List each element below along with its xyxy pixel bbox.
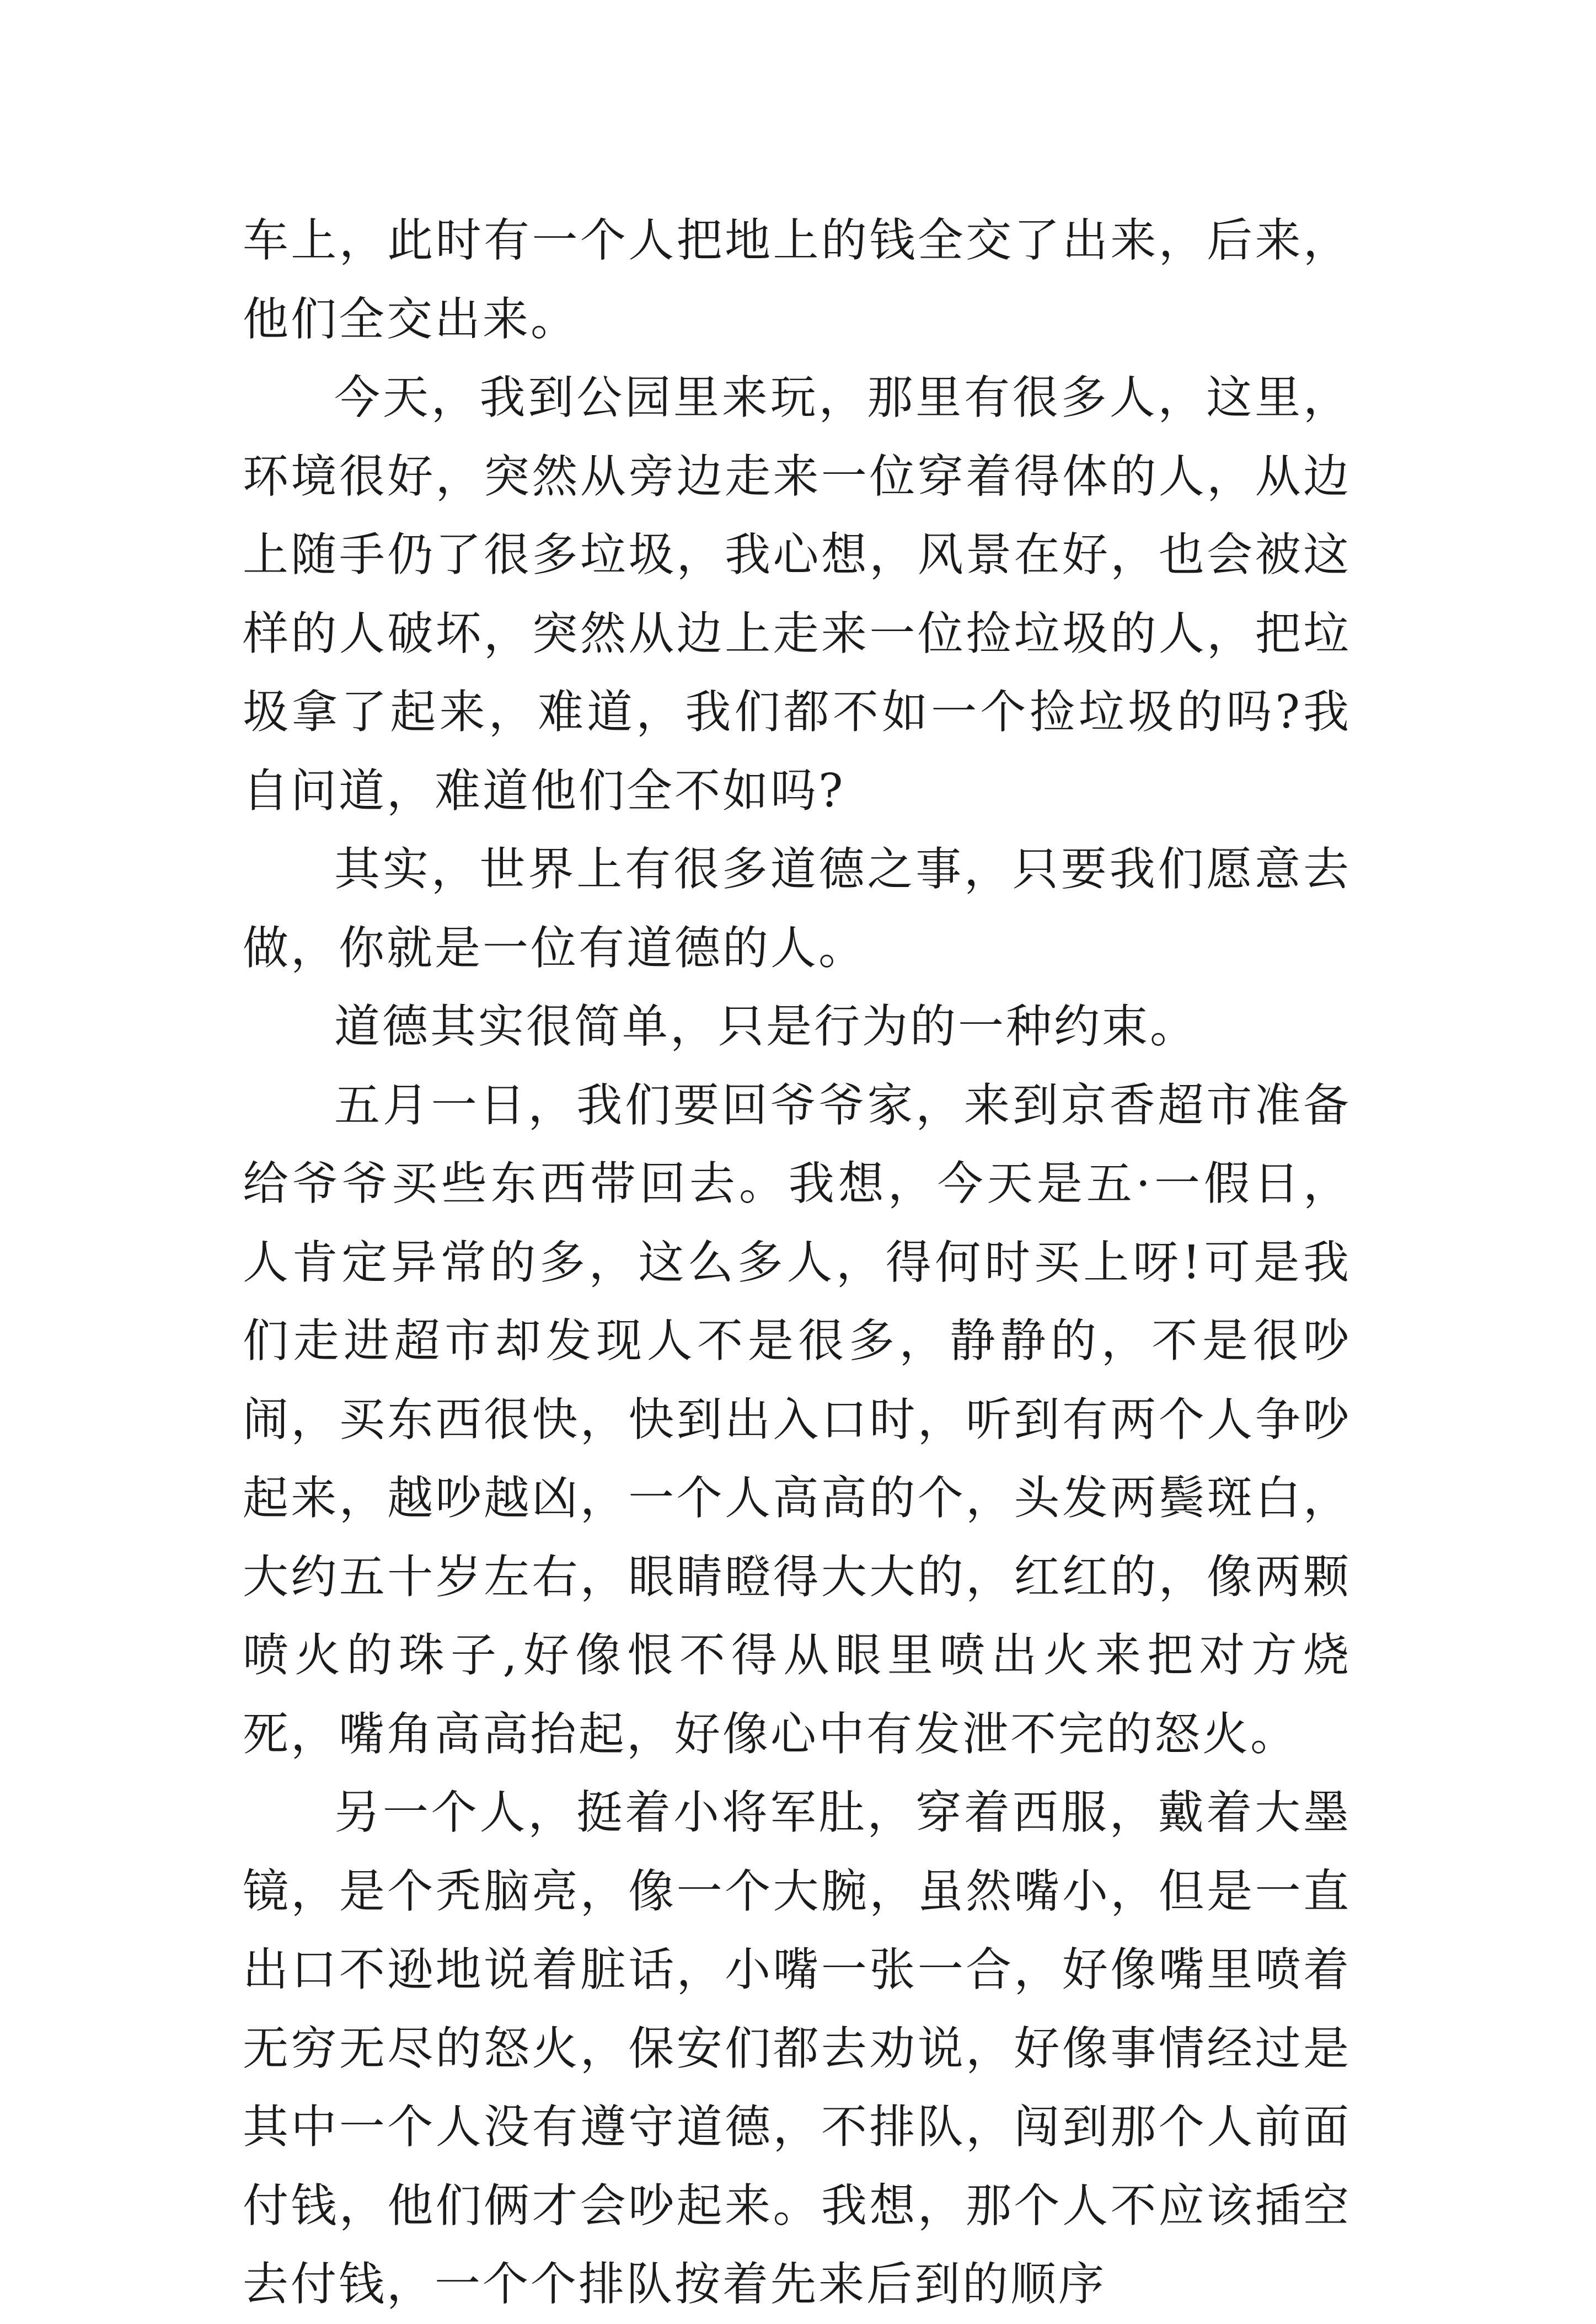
paragraph-3: 其实，世界上有很多道德之事，只要我们愿意去做，你就是一位有道德的人。 — [243, 842, 1351, 975]
paragraph-4: 道德其实很简单，只是行为的一种约束。 — [334, 1000, 1198, 1053]
paragraph-1: 车上，此时有一个人把地上的钱全交了出来，后来，他们全交出来。 — [243, 213, 1351, 346]
paragraph-5: 五月一日，我们要回爷爷家，来到京香超市准备给爷爷买些东西带回去。我想，今天是五·一假日，人肯定异常的多，这么多人，得何时买上呀!可是我们走进超市却发现人不是很多，静静的，不是很吵闹，买东西很快，快到出入口时，听到有两个人争吵起来，越吵越凶，一个人高高的个，头发两鬓斑白，大约五十岁左右，眼睛瞪得大大的，红红的，像两颗喷火的珠子,好像恨不得从眼里喷出火来把对方烧死，嘴角高高抬起，好像心中有发泄不完的怒火。 — [243, 1078, 1351, 1761]
paragraph-6: 另一个人，挺着小将军肚，穿着西服，戴着大墨镜，是个秃脑亮，像一个大腕，虽然嘴小，但是一直出口不逊地说着脏话，小嘴一张一合，好像嘴里喷着无穷无尽的怒火，保安们都去劝说，好像事情经过是其中一个人没有遵守道德，不排队，闯到那个人前面付钱，他们俩才会吵起来。我想，那个人不应该插空去付钱，一个个排队按着先来后到的顺序 — [243, 1786, 1351, 2311]
paragraph-2: 今天，我到公园里来玩，那里有很多人，这里，环境很好，突然从旁边走来一位穿着得体的人，从边上随手仍了很多垃圾，我心想，风景在好，也会被这样的人破坏，突然从边上走来一位捡垃圾的人，把垃圾拿了起来，难道，我们都不如一个捡垃圾的吗?我自问道，难道他们全不如吗? — [243, 371, 1351, 818]
body-text — [243, 201, 1351, 2324]
